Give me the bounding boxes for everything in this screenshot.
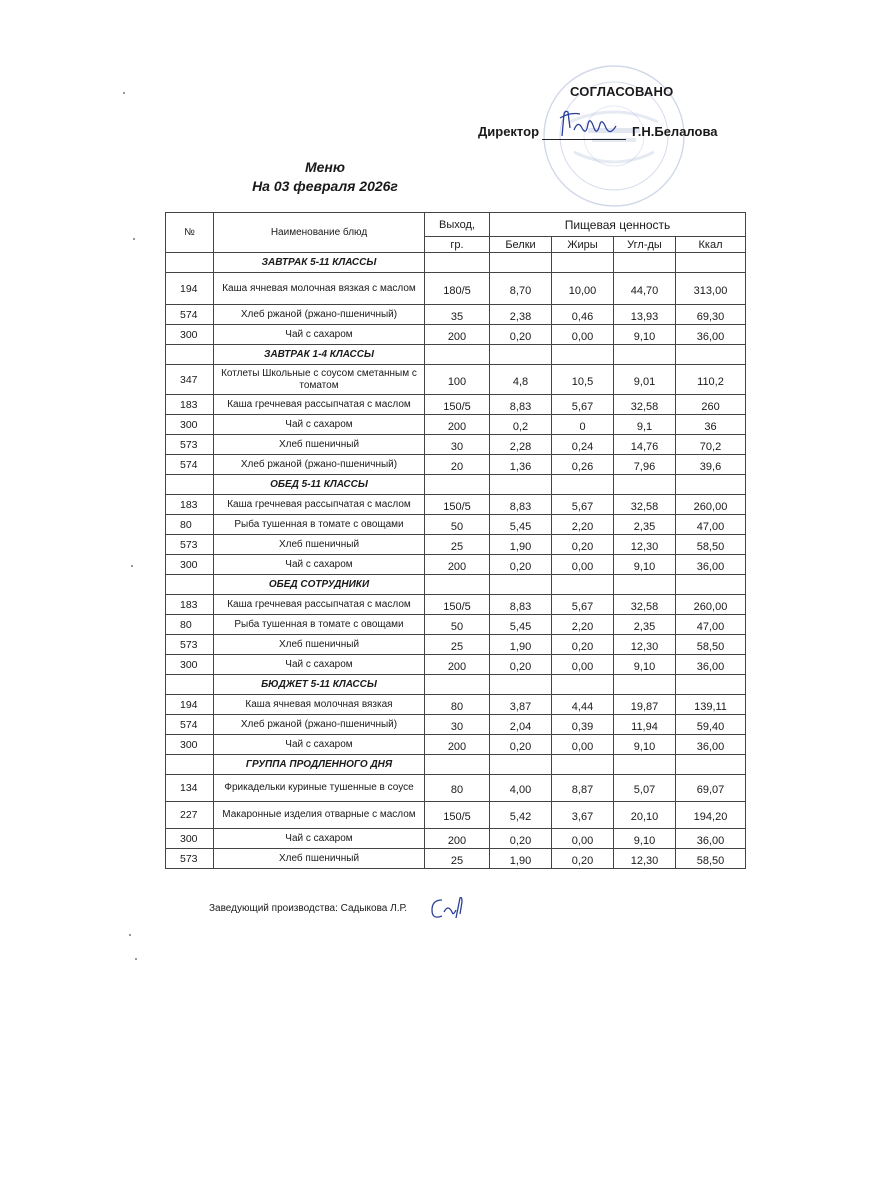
dish-kcal: 194,20 bbox=[676, 802, 746, 829]
dish-fat: 0,00 bbox=[552, 735, 614, 755]
dish-number: 183 bbox=[166, 595, 214, 615]
dish-kcal: 59,40 bbox=[676, 715, 746, 735]
section-empty-cell bbox=[552, 475, 614, 495]
dish-number: 300 bbox=[166, 415, 214, 435]
section-empty-cell bbox=[552, 675, 614, 695]
section-empty-cell bbox=[676, 575, 746, 595]
section-empty-cell bbox=[552, 345, 614, 365]
dish-output: 25 bbox=[425, 535, 490, 555]
dish-row bbox=[166, 655, 746, 675]
section-empty-cell bbox=[425, 575, 490, 595]
dish-carbs: 9,10 bbox=[614, 829, 676, 849]
dish-name: Чай с сахаром bbox=[214, 415, 425, 435]
dish-name: Хлеб пшеничный bbox=[214, 849, 425, 869]
dish-number: 227 bbox=[166, 802, 214, 829]
dish-name: Хлеб ржаной (ржано-пшеничный) bbox=[214, 455, 425, 475]
dish-fat: 0,20 bbox=[552, 849, 614, 869]
scan-speck bbox=[133, 238, 135, 240]
dish-number: 300 bbox=[166, 655, 214, 675]
dish-number: 573 bbox=[166, 635, 214, 655]
section-empty-cell bbox=[614, 253, 676, 273]
dish-carbs: 44,70 bbox=[614, 273, 676, 305]
dish-number: 574 bbox=[166, 305, 214, 325]
section-empty-cell bbox=[614, 475, 676, 495]
section-empty-cell bbox=[614, 575, 676, 595]
section-num-cell bbox=[166, 345, 214, 365]
section-title: ГРУППА ПРОДЛЕННОГО ДНЯ bbox=[214, 755, 425, 775]
dish-output: 35 bbox=[425, 305, 490, 325]
dish-kcal: 58,50 bbox=[676, 849, 746, 869]
dish-name: Рыба тушенная в томате с овощами bbox=[214, 615, 425, 635]
dish-kcal: 47,00 bbox=[676, 615, 746, 635]
dish-kcal: 47,00 bbox=[676, 515, 746, 535]
dish-protein: 0,20 bbox=[490, 829, 552, 849]
dish-kcal: 260,00 bbox=[676, 595, 746, 615]
dish-fat: 0,39 bbox=[552, 715, 614, 735]
dish-output: 30 bbox=[425, 715, 490, 735]
section-title: ЗАВТРАК 5-11 КЛАССЫ bbox=[214, 253, 425, 273]
section-title: ОБЕД СОТРУДНИКИ bbox=[214, 575, 425, 595]
dish-name: Котлеты Школьные с соусом сметанным с томатом bbox=[214, 365, 425, 395]
menu-title-line1: Меню bbox=[304, 159, 345, 175]
dish-name: Фрикадельки куриные тушенные в соусе bbox=[214, 775, 425, 802]
dish-row bbox=[166, 735, 746, 755]
dish-output: 200 bbox=[425, 655, 490, 675]
dish-protein: 0,20 bbox=[490, 655, 552, 675]
director-label: Директор bbox=[478, 124, 540, 139]
section-row bbox=[166, 345, 746, 365]
section-empty-cell bbox=[425, 475, 490, 495]
section-title: БЮДЖЕТ 5-11 КЛАССЫ bbox=[214, 675, 425, 695]
dish-kcal: 260,00 bbox=[676, 495, 746, 515]
dish-carbs: 13,93 bbox=[614, 305, 676, 325]
dish-kcal: 58,50 bbox=[676, 535, 746, 555]
dish-number: 194 bbox=[166, 273, 214, 305]
section-num-cell bbox=[166, 253, 214, 273]
dish-carbs: 32,58 bbox=[614, 595, 676, 615]
dish-kcal: 58,50 bbox=[676, 635, 746, 655]
section-empty-cell bbox=[425, 253, 490, 273]
dish-number: 573 bbox=[166, 849, 214, 869]
dish-name: Хлеб пшеничный bbox=[214, 435, 425, 455]
col-carbs-header: Угл-ды bbox=[614, 237, 676, 253]
section-empty-cell bbox=[676, 675, 746, 695]
dish-kcal: 139,11 bbox=[676, 695, 746, 715]
dish-protein: 8,83 bbox=[490, 595, 552, 615]
section-empty-cell bbox=[676, 253, 746, 273]
dish-kcal: 36,00 bbox=[676, 829, 746, 849]
dish-number: 574 bbox=[166, 455, 214, 475]
dish-number: 134 bbox=[166, 775, 214, 802]
section-empty-cell bbox=[614, 675, 676, 695]
dish-row bbox=[166, 495, 746, 515]
dish-name: Хлеб ржаной (ржано-пшеничный) bbox=[214, 715, 425, 735]
dish-fat: 0,26 bbox=[552, 455, 614, 475]
section-empty-cell bbox=[490, 575, 552, 595]
col-output-unit-header: гр. bbox=[425, 237, 490, 253]
dish-protein: 0,2 bbox=[490, 415, 552, 435]
col-nutrition-header: Пищевая ценность bbox=[490, 213, 746, 237]
dish-kcal: 69,07 bbox=[676, 775, 746, 802]
dish-carbs: 14,76 bbox=[614, 435, 676, 455]
dish-row bbox=[166, 635, 746, 655]
scan-speck bbox=[135, 958, 137, 960]
section-empty-cell bbox=[676, 755, 746, 775]
manager-signature-icon bbox=[426, 894, 470, 922]
dish-row bbox=[166, 615, 746, 635]
dish-kcal: 36,00 bbox=[676, 735, 746, 755]
scan-speck bbox=[123, 92, 125, 94]
dish-output: 200 bbox=[425, 735, 490, 755]
dish-row bbox=[166, 395, 746, 415]
dish-carbs: 9,10 bbox=[614, 325, 676, 345]
dish-row bbox=[166, 515, 746, 535]
dish-name: Каша ячневая молочная вязкая bbox=[214, 695, 425, 715]
dish-number: 300 bbox=[166, 829, 214, 849]
dish-protein: 5,42 bbox=[490, 802, 552, 829]
dish-kcal: 36,00 bbox=[676, 655, 746, 675]
dish-fat: 0,00 bbox=[552, 829, 614, 849]
dish-protein: 4,00 bbox=[490, 775, 552, 802]
dish-carbs: 2,35 bbox=[614, 515, 676, 535]
dish-kcal: 36,00 bbox=[676, 325, 746, 345]
dish-carbs: 9,10 bbox=[614, 555, 676, 575]
table-header bbox=[166, 213, 746, 253]
table-body bbox=[166, 253, 746, 869]
dish-name: Чай с сахаром bbox=[214, 325, 425, 345]
director-signature-icon bbox=[556, 106, 620, 140]
director-name: Г.Н.Белалова bbox=[632, 124, 718, 139]
dish-protein: 1,36 bbox=[490, 455, 552, 475]
dish-fat: 10,00 bbox=[552, 273, 614, 305]
dish-output: 180/5 bbox=[425, 273, 490, 305]
dish-row bbox=[166, 595, 746, 615]
section-empty-cell bbox=[552, 755, 614, 775]
dish-output: 50 bbox=[425, 515, 490, 535]
dish-fat: 10,5 bbox=[552, 365, 614, 395]
menu-title bbox=[250, 158, 400, 196]
dish-name: Макаронные изделия отварные с маслом bbox=[214, 802, 425, 829]
dish-carbs: 11,94 bbox=[614, 715, 676, 735]
dish-output: 25 bbox=[425, 849, 490, 869]
section-num-cell bbox=[166, 675, 214, 695]
dish-name: Чай с сахаром bbox=[214, 555, 425, 575]
dish-fat: 0 bbox=[552, 415, 614, 435]
col-fat-header: Жиры bbox=[552, 237, 614, 253]
dish-name: Хлеб ржаной (ржано-пшеничный) bbox=[214, 305, 425, 325]
dish-output: 30 bbox=[425, 435, 490, 455]
dish-fat: 2,20 bbox=[552, 615, 614, 635]
dish-carbs: 32,58 bbox=[614, 495, 676, 515]
dish-row bbox=[166, 802, 746, 829]
dish-fat: 5,67 bbox=[552, 395, 614, 415]
col-num-header: № bbox=[166, 213, 214, 253]
dish-kcal: 70,2 bbox=[676, 435, 746, 455]
dish-protein: 5,45 bbox=[490, 515, 552, 535]
dish-output: 150/5 bbox=[425, 802, 490, 829]
dish-number: 573 bbox=[166, 535, 214, 555]
section-empty-cell bbox=[676, 345, 746, 365]
menu-title-date: На 03 февраля 2026г bbox=[252, 178, 398, 194]
section-title: ЗАВТРАК 1-4 КЛАССЫ bbox=[214, 345, 425, 365]
dish-fat: 8,87 bbox=[552, 775, 614, 802]
dish-name: Чай с сахаром bbox=[214, 829, 425, 849]
dish-row bbox=[166, 849, 746, 869]
section-num-cell bbox=[166, 575, 214, 595]
dish-row bbox=[166, 455, 746, 475]
dish-output: 50 bbox=[425, 615, 490, 635]
dish-carbs: 12,30 bbox=[614, 849, 676, 869]
dish-protein: 8,83 bbox=[490, 395, 552, 415]
approval-block bbox=[478, 84, 738, 144]
dish-name: Каша гречневая рассыпчатая с маслом bbox=[214, 495, 425, 515]
dish-fat: 2,20 bbox=[552, 515, 614, 535]
dish-row bbox=[166, 365, 746, 395]
dish-fat: 0,24 bbox=[552, 435, 614, 455]
section-empty-cell bbox=[552, 253, 614, 273]
dish-fat: 0,20 bbox=[552, 535, 614, 555]
section-empty-cell bbox=[425, 675, 490, 695]
menu-table bbox=[165, 212, 746, 869]
dish-fat: 0,00 bbox=[552, 555, 614, 575]
dish-protein: 4,8 bbox=[490, 365, 552, 395]
dish-output: 150/5 bbox=[425, 595, 490, 615]
production-manager-label: Заведующий производства: Садыкова Л.Р. bbox=[209, 903, 408, 914]
dish-carbs: 9,10 bbox=[614, 735, 676, 755]
dish-number: 80 bbox=[166, 515, 214, 535]
dish-kcal: 39,6 bbox=[676, 455, 746, 475]
dish-fat: 5,67 bbox=[552, 595, 614, 615]
dish-name: Чай с сахаром bbox=[214, 655, 425, 675]
dish-kcal: 110,2 bbox=[676, 365, 746, 395]
dish-output: 200 bbox=[425, 829, 490, 849]
dish-number: 183 bbox=[166, 395, 214, 415]
section-row bbox=[166, 675, 746, 695]
dish-number: 300 bbox=[166, 555, 214, 575]
dish-name: Хлеб пшеничный bbox=[214, 535, 425, 555]
dish-row bbox=[166, 535, 746, 555]
col-output-header: Выход, bbox=[425, 213, 490, 237]
dish-row bbox=[166, 829, 746, 849]
dish-output: 100 bbox=[425, 365, 490, 395]
dish-output: 80 bbox=[425, 775, 490, 802]
dish-kcal: 260 bbox=[676, 395, 746, 415]
dish-row bbox=[166, 325, 746, 345]
dish-row bbox=[166, 555, 746, 575]
dish-row bbox=[166, 305, 746, 325]
dish-number: 573 bbox=[166, 435, 214, 455]
scan-speck bbox=[129, 934, 131, 936]
dish-protein: 8,70 bbox=[490, 273, 552, 305]
section-row bbox=[166, 755, 746, 775]
dish-output: 80 bbox=[425, 695, 490, 715]
col-protein-header: Белки bbox=[490, 237, 552, 253]
scan-speck bbox=[131, 565, 133, 567]
dish-name: Рыба тушенная в томате с овощами bbox=[214, 515, 425, 535]
section-empty-cell bbox=[614, 345, 676, 365]
dish-row bbox=[166, 695, 746, 715]
dish-protein: 0,20 bbox=[490, 325, 552, 345]
dish-carbs: 19,87 bbox=[614, 695, 676, 715]
dish-output: 200 bbox=[425, 555, 490, 575]
dish-row bbox=[166, 273, 746, 305]
dish-carbs: 9,10 bbox=[614, 655, 676, 675]
section-empty-cell bbox=[490, 475, 552, 495]
dish-carbs: 32,58 bbox=[614, 395, 676, 415]
dish-carbs: 20,10 bbox=[614, 802, 676, 829]
dish-number: 80 bbox=[166, 615, 214, 635]
dish-carbs: 12,30 bbox=[614, 535, 676, 555]
dish-name: Чай с сахаром bbox=[214, 735, 425, 755]
dish-output: 200 bbox=[425, 415, 490, 435]
dish-protein: 8,83 bbox=[490, 495, 552, 515]
section-row bbox=[166, 475, 746, 495]
dish-row bbox=[166, 715, 746, 735]
dish-kcal: 313,00 bbox=[676, 273, 746, 305]
dish-number: 300 bbox=[166, 735, 214, 755]
dish-output: 200 bbox=[425, 325, 490, 345]
dish-fat: 0,46 bbox=[552, 305, 614, 325]
dish-carbs: 2,35 bbox=[614, 615, 676, 635]
dish-number: 194 bbox=[166, 695, 214, 715]
dish-protein: 3,87 bbox=[490, 695, 552, 715]
dish-carbs: 12,30 bbox=[614, 635, 676, 655]
dish-fat: 3,67 bbox=[552, 802, 614, 829]
dish-output: 150/5 bbox=[425, 395, 490, 415]
section-num-cell bbox=[166, 755, 214, 775]
dish-carbs: 9,1 bbox=[614, 415, 676, 435]
section-empty-cell bbox=[490, 345, 552, 365]
section-empty-cell bbox=[490, 675, 552, 695]
dish-protein: 1,90 bbox=[490, 535, 552, 555]
dish-protein: 2,38 bbox=[490, 305, 552, 325]
col-name-header: Наименование блюд bbox=[214, 213, 425, 253]
dish-protein: 2,28 bbox=[490, 435, 552, 455]
dish-number: 347 bbox=[166, 365, 214, 395]
section-empty-cell bbox=[552, 575, 614, 595]
dish-row bbox=[166, 415, 746, 435]
dish-output: 25 bbox=[425, 635, 490, 655]
dish-protein: 0,20 bbox=[490, 555, 552, 575]
section-empty-cell bbox=[676, 475, 746, 495]
col-kcal-header: Ккал bbox=[676, 237, 746, 253]
dish-fat: 4,44 bbox=[552, 695, 614, 715]
dish-fat: 5,67 bbox=[552, 495, 614, 515]
dish-number: 183 bbox=[166, 495, 214, 515]
dish-name: Хлеб пшеничный bbox=[214, 635, 425, 655]
dish-carbs: 5,07 bbox=[614, 775, 676, 802]
approved-title: СОГЛАСОВАНО bbox=[570, 84, 674, 99]
dish-carbs: 9,01 bbox=[614, 365, 676, 395]
dish-fat: 0,00 bbox=[552, 325, 614, 345]
dish-fat: 0,20 bbox=[552, 635, 614, 655]
section-empty-cell bbox=[614, 755, 676, 775]
dish-name: Каша гречневая рассыпчатая с маслом bbox=[214, 395, 425, 415]
section-empty-cell bbox=[490, 755, 552, 775]
dish-carbs: 7,96 bbox=[614, 455, 676, 475]
dish-output: 20 bbox=[425, 455, 490, 475]
section-empty-cell bbox=[425, 755, 490, 775]
dish-kcal: 36 bbox=[676, 415, 746, 435]
section-row bbox=[166, 575, 746, 595]
dish-protein: 2,04 bbox=[490, 715, 552, 735]
section-empty-cell bbox=[425, 345, 490, 365]
dish-row bbox=[166, 775, 746, 802]
dish-protein: 0,20 bbox=[490, 735, 552, 755]
section-row bbox=[166, 253, 746, 273]
dish-output: 150/5 bbox=[425, 495, 490, 515]
dish-kcal: 36,00 bbox=[676, 555, 746, 575]
dish-fat: 0,00 bbox=[552, 655, 614, 675]
section-title: ОБЕД 5-11 КЛАССЫ bbox=[214, 475, 425, 495]
section-num-cell bbox=[166, 475, 214, 495]
dish-name: Каша ячневая молочная вязкая с маслом bbox=[214, 273, 425, 305]
dish-number: 300 bbox=[166, 325, 214, 345]
section-empty-cell bbox=[490, 253, 552, 273]
dish-kcal: 69,30 bbox=[676, 305, 746, 325]
dish-protein: 1,90 bbox=[490, 849, 552, 869]
dish-number: 574 bbox=[166, 715, 214, 735]
dish-protein: 5,45 bbox=[490, 615, 552, 635]
dish-protein: 1,90 bbox=[490, 635, 552, 655]
dish-name: Каша гречневая рассыпчатая с маслом bbox=[214, 595, 425, 615]
dish-row bbox=[166, 435, 746, 455]
